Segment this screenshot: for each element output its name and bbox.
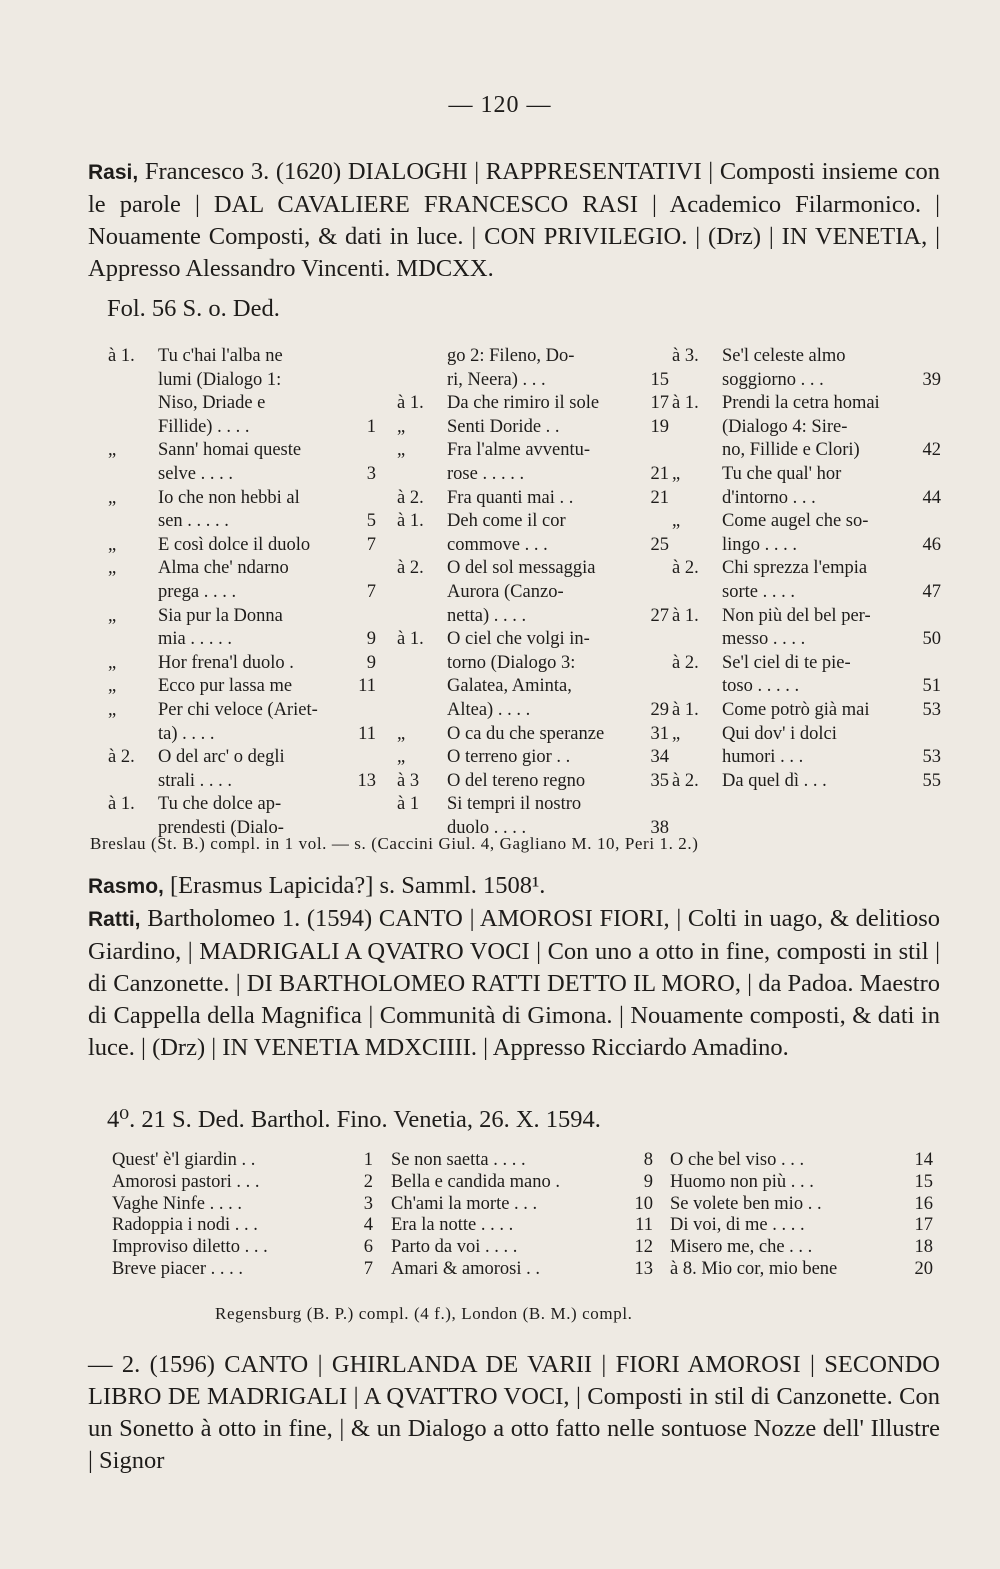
contents-row: [108, 675, 378, 699]
contents-row: [112, 1150, 375, 1172]
contents-title: Chi sprezza l'empia: [722, 558, 868, 579]
contents-page-number: 3: [366, 463, 376, 484]
contents-page-number: 42: [922, 440, 941, 461]
contents-title: Misero me, che . . .: [670, 1237, 813, 1258]
contents-title: strali . . . .: [158, 770, 232, 791]
rasmo-heading: Rasmo,: [88, 875, 164, 898]
contents-row: [108, 652, 378, 676]
contents-title: O terreno gior . .: [447, 747, 571, 768]
contents-title: Radoppia i nodi . . .: [112, 1215, 258, 1236]
contents-title: messo . . . .: [722, 629, 806, 650]
contents-title: Fra l'alme avventu-: [447, 440, 591, 461]
rasi-entry: [88, 156, 940, 285]
contents-row: [670, 1259, 935, 1281]
contents-title: Si tempri il nostro: [447, 794, 582, 815]
contents-row: [397, 770, 671, 794]
contents-row: [397, 699, 671, 723]
contents-row: [108, 439, 378, 463]
contents-row: [397, 723, 671, 747]
contents-title: Tu che dolce ap-: [158, 794, 282, 815]
contents-title: ta) . . . .: [158, 723, 215, 744]
contents-title: sen . . . . .: [158, 511, 229, 532]
contents-row: [672, 605, 943, 629]
contents-title: Per chi veloce (Ariet-: [158, 699, 318, 720]
contents-row: [672, 439, 943, 463]
contents-title: à 8. Mio cor, mio bene: [670, 1258, 838, 1279]
contents-title: Improviso diletto . . .: [112, 1237, 268, 1258]
contents-page-number: 8: [643, 1150, 653, 1170]
contents-page-number: 15: [650, 369, 669, 390]
contents-row: [108, 723, 378, 747]
contents-page-number: 35: [650, 770, 669, 791]
contents-page-number: 47: [922, 581, 941, 602]
contents-page-number: 13: [357, 770, 376, 791]
contents-row: [108, 605, 378, 629]
contents-row: [670, 1172, 935, 1194]
ratti-title: Bartholomeo 1. (1594) CANTO | AMOROSI FIORI, | Colti in uago, & delitioso Giardino, | MADRIGALI A QVATRO VOCI | Con uno a otto in fine, composti in stil | di Canzonette. | DI BARTHOLOMEO RATTI DETTO IL MORO, | da Padoa. Maestro di Cappella della Magnifica | Communità di Gimona. | Nouamente composti, & dati in luce. | (Drz) | IN VENETIA MDXCIIII. | Appresso Ricciardo Amadino.: [88, 905, 940, 1061]
contents-page-number: 39: [922, 369, 941, 390]
contents-voices: „: [108, 605, 117, 626]
ratti-contents: [112, 1150, 935, 1286]
contents-title: Niso, Driade e: [158, 393, 266, 414]
contents-title: prega . . . .: [158, 581, 237, 602]
contents-page-number: 6: [363, 1237, 373, 1258]
contents-title: (Dialogo 4: Sire-: [722, 416, 848, 437]
contents-title: duolo . . . .: [447, 817, 527, 838]
contents-title: O che bel viso . . .: [670, 1150, 805, 1170]
contents-row: [112, 1194, 375, 1216]
contents-row: [397, 534, 671, 558]
contents-row: [391, 1172, 655, 1194]
contents-row: [108, 392, 378, 416]
contents-voices: à 1.: [397, 511, 424, 532]
contents-voices: „: [108, 534, 117, 555]
contents-row: [397, 392, 671, 416]
contents-title: netta) . . . .: [447, 605, 527, 626]
contents-title: Era la notte . . . .: [391, 1215, 514, 1236]
contents-page-number: 1: [366, 416, 376, 437]
contents-page-number: 16: [914, 1193, 933, 1214]
contents-page-number: 14: [914, 1150, 933, 1170]
contents-voices: „: [397, 440, 406, 461]
contents-row: [397, 557, 671, 581]
contents-title: d'intorno . . .: [722, 487, 816, 508]
contents-page-number: 19: [650, 416, 669, 437]
contents-voices: à 1: [397, 794, 420, 815]
contents-voices: „: [108, 676, 117, 697]
contents-row: [391, 1215, 655, 1237]
contents-title: lumi (Dialogo 1:: [158, 369, 282, 390]
contents-title: Senti Doride . .: [447, 416, 560, 437]
contents-row: [397, 510, 671, 534]
contents-page-number: 11: [358, 723, 376, 744]
contents-title: Fra quanti mai . .: [447, 487, 574, 508]
contents-page-number: 7: [366, 534, 376, 555]
ratti-contents-column-3: [670, 1150, 935, 1281]
contents-row: [672, 487, 943, 511]
page-number: — 120 —: [448, 92, 552, 118]
contents-row: [670, 1150, 935, 1172]
rasmo-entry: [88, 870, 940, 903]
contents-voices: à 2.: [108, 747, 135, 768]
contents-page-number: 46: [922, 534, 941, 555]
contents-title: lingo . . . .: [722, 534, 798, 555]
contents-row: [672, 723, 943, 747]
contents-row: [672, 746, 943, 770]
contents-row: [397, 675, 671, 699]
contents-row: [108, 487, 378, 511]
rasi-holdings: Breslau (St. B.) compl. in 1 vol. — s. (Caccini Giul. 4, Gagliano M. 10, Peri 1. 2.): [90, 834, 699, 853]
contents-title: Quest' è'l giardin . .: [112, 1150, 256, 1170]
rasi-heading: Rasi,: [88, 161, 139, 184]
contents-voices: „: [672, 511, 681, 532]
rasi-contents-column-2: [397, 345, 671, 840]
contents-voices: „: [108, 652, 117, 673]
contents-page-number: 27: [650, 605, 669, 626]
contents-page-number: 17: [914, 1215, 933, 1236]
contents-page-number: 7: [363, 1258, 373, 1279]
contents-row: [672, 557, 943, 581]
contents-page-number: 4: [363, 1215, 373, 1236]
contents-row: [108, 463, 378, 487]
contents-row: [672, 416, 943, 440]
contents-title: Da che rimiro il sole: [447, 393, 600, 414]
contents-row: [672, 345, 943, 369]
contents-row: [397, 746, 671, 770]
contents-page-number: 17: [650, 393, 669, 414]
contents-row: [108, 699, 378, 723]
ratti-2-entry: — 2. (1596) CANTO | GHIRLANDA DE VARII | FIORI AMOROSI | SECONDO LIBRO DE MADRIGALI | A QVATTRO VOCI, | Composti in stil di Canzonette. Con un Sonetto à otto in fine, | & un Dialogo a otto fatto nelle sontuose Nozze dell' Illustre | Signor: [88, 1351, 940, 1474]
contents-voices: „: [108, 440, 117, 461]
contents-voices: à 1.: [672, 699, 699, 720]
contents-title: Galatea, Aminta,: [447, 676, 572, 697]
rasi-contents-column-1: [108, 345, 378, 840]
contents-title: Se volete ben mio . .: [670, 1193, 822, 1214]
contents-title: Parto da voi . . . .: [391, 1237, 518, 1258]
contents-title: sorte . . . .: [722, 581, 795, 602]
contents-row: [670, 1215, 935, 1237]
contents-page-number: 51: [922, 676, 941, 697]
contents-title: E così dolce il duolo: [158, 534, 311, 555]
contents-row: [108, 416, 378, 440]
contents-row: [108, 746, 378, 770]
contents-row: [672, 699, 943, 723]
contents-row: [670, 1237, 935, 1259]
contents-page-number: 20: [914, 1258, 933, 1279]
contents-page-number: 21: [650, 487, 669, 508]
contents-row: [108, 345, 378, 369]
contents-row: [391, 1150, 655, 1172]
contents-title: Fillide) . . . .: [158, 416, 250, 437]
contents-title: torno (Dialogo 3:: [447, 652, 576, 673]
contents-title: Sann' homai queste: [158, 440, 302, 461]
contents-title: Huomo non più . . .: [670, 1171, 814, 1192]
contents-voices: à 1.: [108, 346, 135, 366]
contents-title: Prendi la cetra homai: [722, 393, 880, 414]
contents-title: O del arc' o degli: [158, 747, 285, 768]
contents-voices: à 1.: [397, 393, 424, 414]
rasi-title: Francesco 3. (1620) DIALOGHI | RAPPRESENTATIVI | Composti insieme con le parole | DAL CAVALIERE FRANCESCO RASI | Academico Filarmonico. | Nouamente Composti, & dati in luce. | CON PRIVILEGIO. | (Drz) | IN VENETIA, | Appresso Alessandro Vincenti. MDCXX.: [88, 158, 940, 282]
contents-title: soggiorno . . .: [722, 369, 824, 390]
contents-page-number: 11: [358, 676, 376, 697]
contents-title: mia . . . . .: [158, 629, 232, 650]
contents-title: Se'l ciel di te pie-: [722, 652, 851, 673]
contents-page-number: 29: [650, 699, 669, 720]
contents-title: Amari & amorosi . .: [391, 1258, 541, 1279]
contents-page-number: 18: [914, 1237, 933, 1258]
contents-page-number: 13: [634, 1258, 653, 1279]
contents-title: no, Fillide e Clori): [722, 440, 860, 461]
contents-title: ri, Neera) . . .: [447, 369, 546, 390]
contents-row: [672, 675, 943, 699]
contents-page-number: 53: [922, 747, 941, 768]
contents-title: Amorosi pastori . . .: [112, 1171, 260, 1192]
contents-title: Bella e candida mano .: [391, 1171, 561, 1192]
contents-row: [672, 534, 943, 558]
contents-row: [672, 392, 943, 416]
contents-voices: „: [397, 723, 406, 744]
contents-title: O ca du che speranze: [447, 723, 605, 744]
contents-voices: à 3: [397, 770, 420, 791]
contents-voices: „: [397, 416, 406, 437]
rasi-contents: [108, 345, 943, 838]
contents-page-number: 3: [363, 1193, 373, 1214]
contents-page-number: 12: [634, 1237, 653, 1258]
contents-row: [391, 1237, 655, 1259]
contents-title: prendesti (Dialo-: [158, 817, 284, 838]
contents-row: [391, 1259, 655, 1281]
contents-row: [108, 510, 378, 534]
contents-row: [108, 793, 378, 817]
contents-page-number: 1: [363, 1150, 373, 1170]
contents-row: [108, 369, 378, 393]
contents-row: [397, 345, 671, 369]
contents-title: Alma che' ndarno: [158, 558, 289, 579]
contents-voices: à 2.: [672, 558, 699, 579]
contents-row: [397, 605, 671, 629]
contents-row: [397, 487, 671, 511]
contents-row: [397, 439, 671, 463]
ratti-holdings: Regensburg (B. P.) compl. (4 f.), London (B. M.) compl.: [215, 1304, 633, 1323]
contents-page-number: 10: [634, 1193, 653, 1214]
contents-voices: à 2.: [397, 487, 424, 508]
contents-title: O ciel che volgi in-: [447, 629, 590, 650]
contents-title: Come augel che so-: [722, 511, 869, 532]
contents-row: [108, 557, 378, 581]
contents-voices: à 2.: [672, 770, 699, 791]
contents-title: Non più del bel per-: [722, 605, 871, 626]
contents-title: Come potrò già mai: [722, 699, 870, 720]
contents-title: rose . . . . .: [447, 463, 525, 484]
contents-row: [672, 770, 943, 794]
contents-row: [672, 628, 943, 652]
contents-page-number: 11: [635, 1215, 653, 1236]
contents-page-number: 5: [366, 511, 376, 532]
ratti-format: 4⁰. 21 S. Ded. Barthol. Fino. Venetia, 26. X. 1594.: [107, 1106, 601, 1133]
contents-voices: „: [672, 723, 681, 744]
contents-row: [397, 463, 671, 487]
contents-voices: „: [108, 487, 117, 508]
ratti-heading: Ratti,: [88, 908, 141, 931]
contents-row: [397, 416, 671, 440]
ratti-contents-column-2: [391, 1150, 655, 1281]
contents-title: Di voi, di me . . . .: [670, 1215, 805, 1236]
rasi-contents-column-3: [672, 345, 943, 793]
contents-row: [672, 369, 943, 393]
contents-row: [672, 581, 943, 605]
ratti-entry: [88, 903, 940, 1064]
contents-row: [397, 652, 671, 676]
contents-page-number: 31: [650, 723, 669, 744]
ratti-contents-column-1: [112, 1150, 375, 1281]
contents-row: [397, 628, 671, 652]
contents-title: Hor frena'l duolo .: [158, 652, 294, 673]
contents-page-number: 15: [914, 1171, 933, 1192]
contents-page-number: 25: [650, 534, 669, 555]
contents-row: [108, 770, 378, 794]
contents-row: [672, 652, 943, 676]
contents-row: [397, 369, 671, 393]
contents-title: Aurora (Canzo-: [447, 581, 564, 602]
contents-title: O del sol messaggia: [447, 558, 596, 579]
contents-page-number: 38: [650, 817, 669, 838]
contents-voices: à 2.: [672, 652, 699, 673]
contents-title: Ecco pur lassa me: [158, 676, 293, 697]
contents-row: [112, 1172, 375, 1194]
contents-row: [112, 1237, 375, 1259]
contents-title: Tu che qual' hor: [722, 463, 842, 484]
contents-title: selve . . . .: [158, 463, 234, 484]
contents-title: Breve piacer . . . .: [112, 1258, 243, 1279]
rasmo-text: [Erasmus Lapicida?] s. Samml. 1508¹.: [163, 872, 546, 899]
contents-row: [672, 463, 943, 487]
contents-page-number: 9: [366, 629, 376, 650]
contents-page-number: 50: [922, 629, 941, 650]
contents-row: [397, 793, 671, 817]
contents-row: [672, 510, 943, 534]
contents-page-number: 9: [366, 652, 376, 673]
contents-title: Da quel dì . . .: [722, 770, 827, 791]
contents-title: Qui dov' i dolci: [722, 723, 837, 744]
contents-row: [670, 1194, 935, 1216]
contents-voices: „: [672, 463, 681, 484]
contents-title: Vaghe Ninfe . . . .: [112, 1193, 242, 1214]
contents-row: [112, 1215, 375, 1237]
contents-title: Ch'ami la morte . . .: [391, 1193, 538, 1214]
contents-row: [108, 628, 378, 652]
contents-page-number: 9: [643, 1171, 653, 1192]
contents-page-number: 44: [922, 487, 941, 508]
contents-title: Deh come il cor: [447, 511, 566, 532]
rasi-format: Fol. 56 S. o. Ded.: [107, 295, 280, 322]
contents-title: toso . . . . .: [722, 676, 800, 697]
contents-title: Se non saetta . . . .: [391, 1150, 526, 1170]
contents-voices: „: [108, 558, 117, 579]
contents-voices: à 2.: [397, 558, 424, 579]
contents-row: [108, 581, 378, 605]
contents-page-number: 7: [366, 581, 376, 602]
contents-row: [108, 534, 378, 558]
contents-title: go 2: Fileno, Do-: [447, 346, 575, 366]
contents-row: [391, 1194, 655, 1216]
contents-title: Altea) . . . .: [447, 699, 531, 720]
contents-voices: à 3.: [672, 346, 699, 366]
contents-page-number: 34: [650, 747, 669, 768]
contents-title: humori . . .: [722, 747, 804, 768]
contents-title: Io che non hebbi al: [158, 487, 300, 508]
contents-row: [112, 1259, 375, 1281]
contents-page-number: 53: [922, 699, 941, 720]
contents-title: Tu c'hai l'alba ne: [158, 346, 283, 366]
contents-voices: à 1.: [672, 393, 699, 414]
contents-row: [397, 581, 671, 605]
contents-voices: à 1.: [672, 605, 699, 626]
contents-page-number: 55: [922, 770, 941, 791]
contents-voices: à 1.: [397, 629, 424, 650]
contents-page-number: 2: [363, 1171, 373, 1192]
contents-title: O del tereno regno: [447, 770, 586, 791]
contents-title: Se'l celeste almo: [722, 346, 846, 366]
contents-voices: à 1.: [108, 794, 135, 815]
contents-title: commove . . .: [447, 534, 548, 555]
contents-page-number: 21: [650, 463, 669, 484]
contents-voices: „: [108, 699, 117, 720]
contents-title: Sia pur la Donna: [158, 605, 283, 626]
contents-voices: „: [397, 747, 406, 768]
